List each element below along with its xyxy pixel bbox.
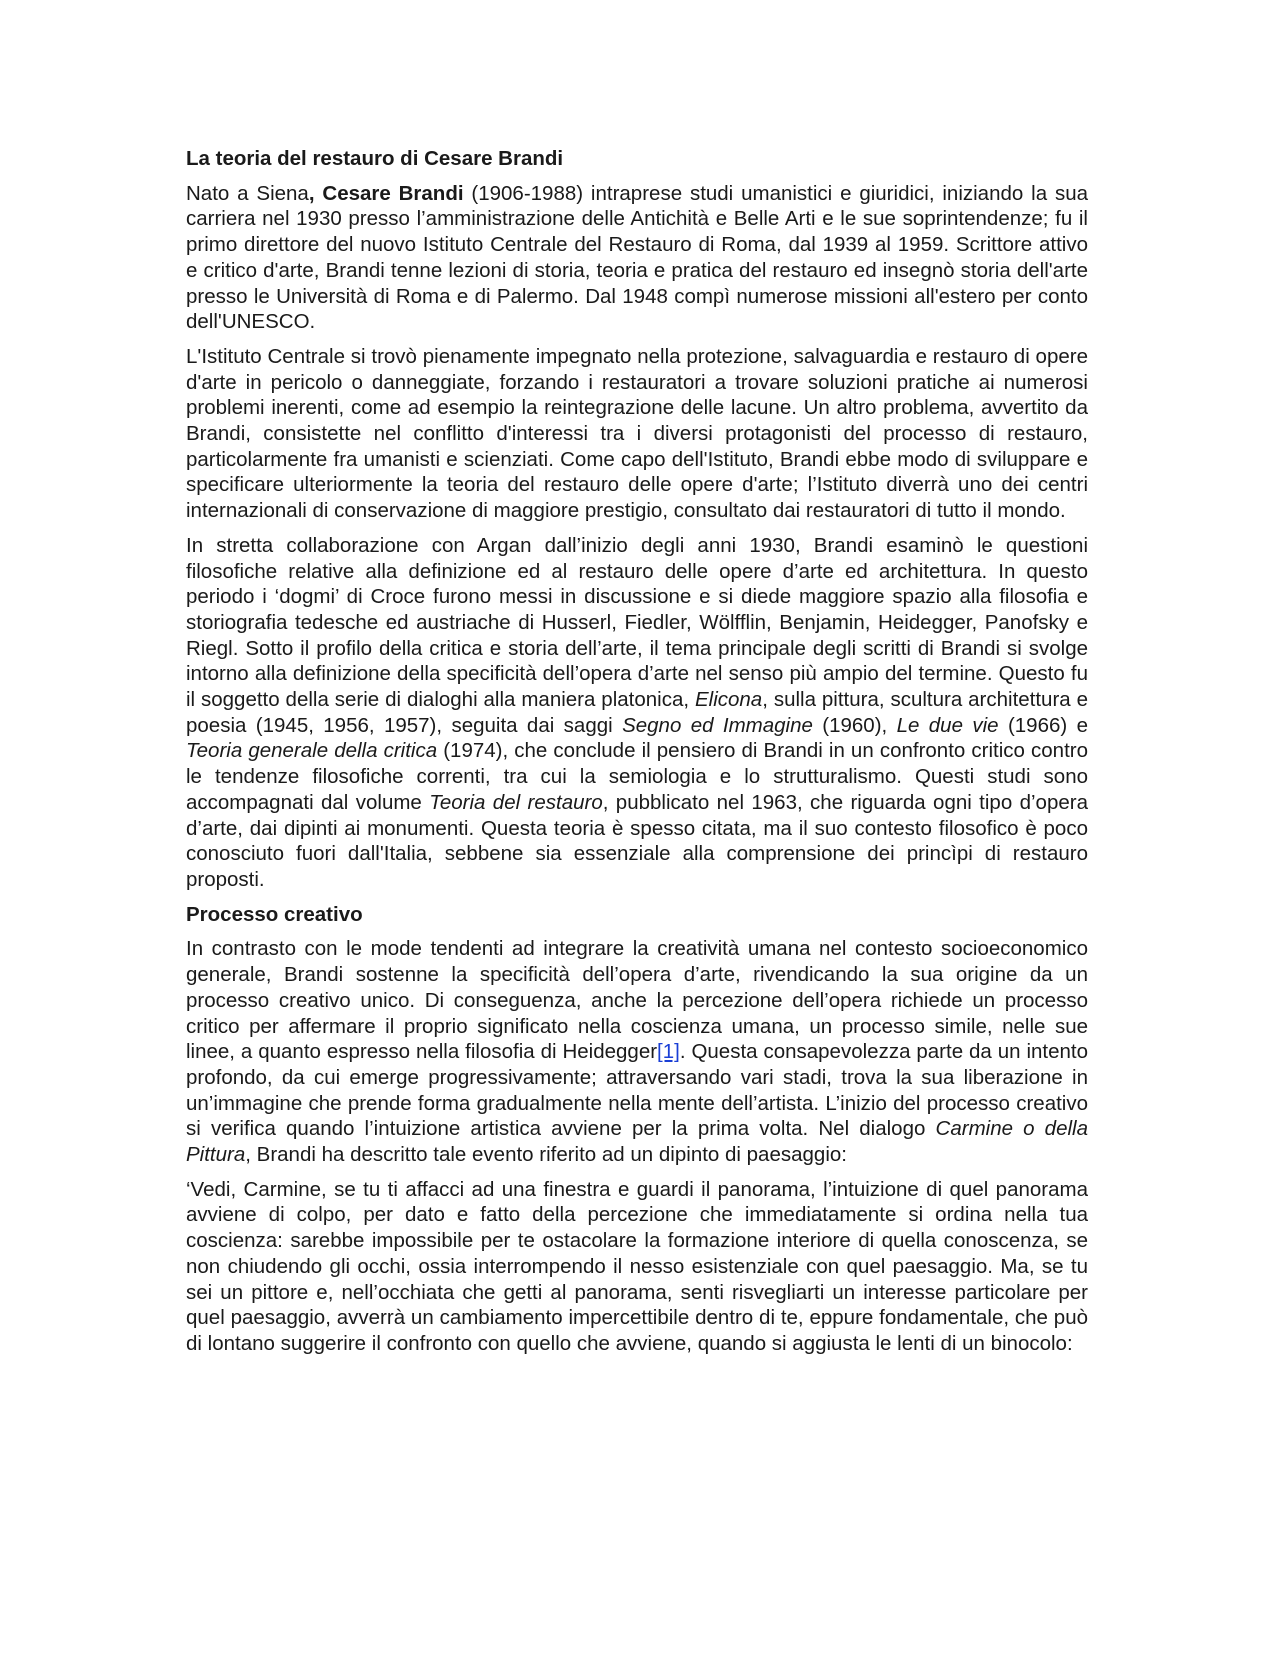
italic-title: Carmine o della Pittura <box>186 1117 1088 1167</box>
text-run: , Brandi ha descritto tale evento riferito ad un dipinto di paesaggio: <box>245 1143 847 1167</box>
paragraph-creative-process <box>186 936 1088 1167</box>
text-run: (1966) e <box>998 713 1088 737</box>
paragraph-istituto: L'Istituto Centrale si trovò pienamente impegnato nella protezione, salvaguardia e restauro di opere d'arte in pericolo o danneggiate, forzando i restauratori a trovare soluzioni pratiche ai numerosi problemi inerenti, come ad esempio la reintegrazione delle lacune. Un altro problema, avvertito da Brandi, consistette nel conflitto d'interessi tra i diversi protagonisti del processo di restauro, particolarmente fra umanisti e scienziati. Come capo dell'Istituto, Brandi ebbe modo di sviluppare e specificare ulteriormente la teoria del restauro delle opere d'arte; l’Istituto diverrà uno dei centri internazionali di conservazione di maggiore prestigio, consultato dai restauratori di tutto il mondo. <box>186 344 1088 523</box>
document-page <box>186 146 1088 1366</box>
footnote-link[interactable]: [1] <box>657 1040 680 1064</box>
italic-title: Teoria del restauro <box>429 790 603 814</box>
text-run: In stretta collaborazione con Argan dall’inizio degli anni 1930, Brandi esaminò le questioni filosofiche relative alla definizione ed al restauro delle opere d’arte ed architettura. In questo periodo i ‘dogmi’ di Croce furono messi in discussione e si diede maggiore spazio alla filosofia e storiografia tedesche ed austriache di Husserl, Fiedler, Wölfflin, Benjamin, Heidegger, Panofsky e Riegl. Sotto il profilo della critica e storia dell’arte, il tema principale degli scritti di Brandi si svolge intorno alla definizione della specificità dell’opera d’arte nel senso più ampio del termine. Questo fu il soggetto della serie di dialoghi alla maniera platonica, <box>186 533 1088 712</box>
italic-title: Elicona <box>694 688 763 712</box>
text-run: (1906-1988) intraprese studi umanistici e giuridici, iniziando la sua carriera nel 1930 presso l’amministrazione delle Antichità e Belle Arti e le sue soprintendenze; fu il primo direttore del nuovo Istituto Centrale del Restauro di Roma, dal 1939 al 1959. Scrittore attivo e critico d'arte, Brandi tenne lezioni di storia, teoria e pratica del restauro ed insegnò storia dell'arte presso le Università di Roma e di Palermo. Dal 1948 compì numerose missioni all'estero per conto dell'UNESCO. <box>186 181 1088 334</box>
italic-title: Teoria generale della critica <box>186 739 438 763</box>
bold-name: , Cesare Brandi <box>308 181 464 205</box>
text-run: (1974), che conclude il pensiero di Brandi in un confronto critico contro le tendenze filosofiche correnti, tra cui la semiologia e lo strutturalismo. Questi studi sono accompagnati dal volume <box>186 739 1088 814</box>
italic-title: Le due vie <box>896 713 999 737</box>
text-run: (1960), <box>812 713 897 737</box>
paragraph-philosophy <box>186 533 1088 893</box>
text-run: Nato a Siena <box>186 181 309 205</box>
paragraph-biography <box>186 181 1088 335</box>
text-run: In contrasto con le mode tendenti ad integrare la creatività umana nel contesto socioeconomico generale, Brandi sostenne la specificità dell’opera d’arte, rivendicando la sua origine da un processo creativo unico. Di conseguenza, anche la percezione dell’opera richiede un processo critico per affermare il proprio significato nella coscienza umana, un processo simile, nelle sue linee, a quanto espresso nella filosofia di Heidegger <box>186 937 1088 1064</box>
document-title: La teoria del restauro di Cesare Brandi <box>186 147 564 170</box>
paragraph-quote: ‘Vedi, Carmine, se tu ti affacci ad una finestra e guardi il panorama, l’intuizione di quel panorama avviene di colpo, per dato e fatto della percezione che immediatamente si ordina nella tua coscienza: sarebbe impossibile per te ostacolare la formazione interiore di quella conoscenza, se non chiudendo gli occhi, ossia interrompendo il nesso esistenziale con quel paesaggio. Ma, se tu sei un pittore e, nell’occhiata che getti al panorama, senti risvegliarti un interesse particolare per quel paesaggio, avverrà un cambiamento impercettibile dentro di te, eppure fondamentale, che può di lontano suggerire il confronto con quello che avviene, quando si aggiusta le lenti di un binocolo: <box>186 1177 1088 1355</box>
section-heading: Processo creativo <box>186 902 363 926</box>
italic-title: Segno ed Immagine <box>622 713 813 737</box>
text-run: . Questa consapevolezza parte da un intento profondo, da cui emerge progressivamente; attraversando vari stadi, trova la sua liberazione in un’immagine che prende forma gradualmente nella mente dell’artista. L’inizio del processo creativo si verifica quando l’intuizione artistica avviene per la prima volta. Nel dialogo <box>186 1040 1088 1141</box>
text-run: , pubblicato nel 1963, che riguarda ogni tipo d’opera d’arte, dai dipinti ai monumenti. Questa teoria è spesso citata, ma il suo contesto filosofico è poco conosciuto fuori dall'Italia, sebbene sia essenziale alla comprensione dei princìpi di restauro proposti. <box>186 790 1088 891</box>
text-run: , sulla pittura, scultura architettura e poesia (1945, 1956, 1957), seguita dai saggi <box>186 688 1088 737</box>
